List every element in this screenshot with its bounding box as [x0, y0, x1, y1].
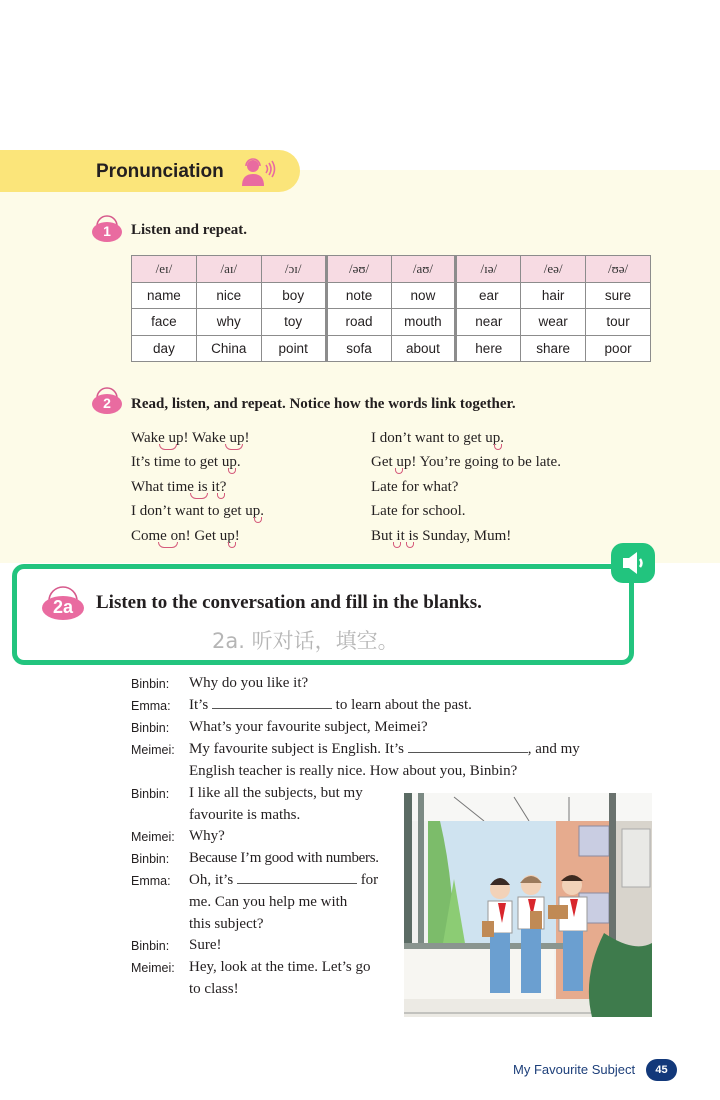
dialogue-line: Oh, it’s for	[189, 872, 379, 888]
play-audio-button[interactable]	[611, 543, 655, 583]
listening-person-icon	[240, 156, 276, 188]
table-cell: nice	[196, 282, 261, 309]
speaker-label: Meimei:	[131, 830, 175, 844]
dialogue-line: Because I’m good with numbers.	[189, 850, 379, 866]
table-cell: note	[326, 282, 391, 309]
table-cell: ear	[456, 282, 521, 309]
speaker-label: Binbin:	[131, 939, 170, 953]
dialogue-line: favourite is maths.	[189, 807, 301, 823]
fill-in-blank[interactable]	[408, 752, 528, 753]
table-row	[132, 335, 651, 362]
table-cell: face	[132, 309, 197, 336]
table-cell: near	[456, 309, 521, 336]
speaker-label: Emma:	[131, 699, 171, 713]
linking-sentence: It’s time to get up.	[131, 454, 241, 470]
unit-title: My Favourite Subject	[513, 1062, 636, 1077]
table-row	[132, 282, 651, 309]
section-heading: Listen and repeat.	[131, 222, 247, 238]
table-header: /eɪ/	[132, 256, 197, 283]
dialogue-line: It’s to learn about the past.	[189, 697, 472, 713]
table-row	[132, 309, 651, 336]
table-cell: wear	[521, 309, 586, 336]
table-cell: about	[391, 335, 456, 362]
dialogue-line: Hey, look at the time. Let’s go	[189, 959, 371, 975]
linking-sentence: Come on! Get up!	[131, 528, 240, 544]
table-cell: boy	[261, 282, 326, 309]
section-title: Pronunciation	[96, 161, 224, 182]
table-cell: hair	[521, 282, 586, 309]
speaker-label: Binbin:	[131, 677, 170, 691]
fill-in-blank[interactable]	[212, 708, 332, 709]
table-cell: sofa	[326, 335, 391, 362]
speaker-label: Meimei:	[131, 961, 175, 975]
fill-in-blank[interactable]	[237, 883, 357, 884]
table-cell: road	[326, 309, 391, 336]
speaker-label: Binbin:	[131, 852, 170, 866]
table-cell: point	[261, 335, 326, 362]
speaker-label: Meimei:	[131, 743, 175, 757]
table-header: /eə/	[521, 256, 586, 283]
table-cell: day	[132, 335, 197, 362]
dialogue-line: this subject?	[189, 916, 264, 932]
dialogue-line: Sure!	[189, 937, 222, 953]
table-cell: poor	[586, 335, 651, 362]
speaker-label: Binbin:	[131, 721, 170, 735]
dialogue-line: My favourite subject is English. It’s , and my	[189, 741, 580, 757]
page-number-badge: 45	[646, 1059, 677, 1081]
linking-sentence: What time is it?	[131, 479, 227, 495]
dialogue-line: me. Can you help me with	[189, 894, 348, 910]
table-cell: share	[521, 335, 586, 362]
dialogue-line: English teacher is really nice. How about you, Binbin?	[189, 763, 518, 779]
dialogue-line: Why do you like it?	[189, 675, 309, 691]
table-cell: mouth	[391, 309, 456, 336]
linking-sentence: I don’t want to get up.	[371, 430, 505, 446]
table-header: /ʊə/	[586, 256, 651, 283]
table-cell: here	[456, 335, 521, 362]
table-header: /ɪə/	[456, 256, 521, 283]
linking-sentence: But it is Sunday, Mum!	[371, 528, 512, 544]
phonics-table	[131, 255, 651, 362]
table-cell: name	[132, 282, 197, 309]
speaker-icon	[611, 543, 655, 583]
dialogue-line: Why?	[189, 828, 225, 844]
task-2a-translation: 2a. 听对话，填空。	[212, 629, 399, 653]
table-cell: why	[196, 309, 261, 336]
table-header: /əʊ/	[326, 256, 391, 283]
section-heading: Read, listen, and repeat. Notice how the words link together.	[131, 396, 516, 412]
table-header: /aʊ/	[391, 256, 456, 283]
dialogue-line: I like all the subjects, but my	[189, 785, 363, 801]
table-header: /aɪ/	[196, 256, 261, 283]
linking-sentence: Wake up! Wake up!	[131, 430, 250, 446]
linking-sentence: Get up! You’re going to be late.	[371, 454, 561, 470]
table-header: /ɔɪ/	[261, 256, 326, 283]
linking-sentence: I don’t want to get up.	[131, 503, 265, 519]
dialogue-line: to class!	[189, 981, 239, 997]
table-cell: China	[196, 335, 261, 362]
linking-mark	[158, 542, 178, 548]
linking-sentence: Late for what?	[371, 479, 459, 495]
table-cell: toy	[261, 309, 326, 336]
table-header-row	[132, 256, 651, 283]
headphone-badge-icon: 2a	[40, 585, 86, 621]
table-cell: tour	[586, 309, 651, 336]
speaker-label: Binbin:	[131, 787, 170, 801]
speaker-label: Emma:	[131, 874, 171, 888]
dialogue-line: What’s your favourite subject, Meimei?	[189, 719, 428, 735]
students-walking-illustration	[404, 793, 652, 1017]
headphone-badge-icon: 2	[90, 385, 124, 415]
task-2a-title: Listen to the conversation and fill in the blanks.	[96, 592, 482, 613]
table-cell: now	[391, 282, 456, 309]
headphone-badge-icon: 1	[90, 213, 124, 243]
linking-sentence: Late for school.	[371, 503, 466, 519]
table-cell: sure	[586, 282, 651, 309]
